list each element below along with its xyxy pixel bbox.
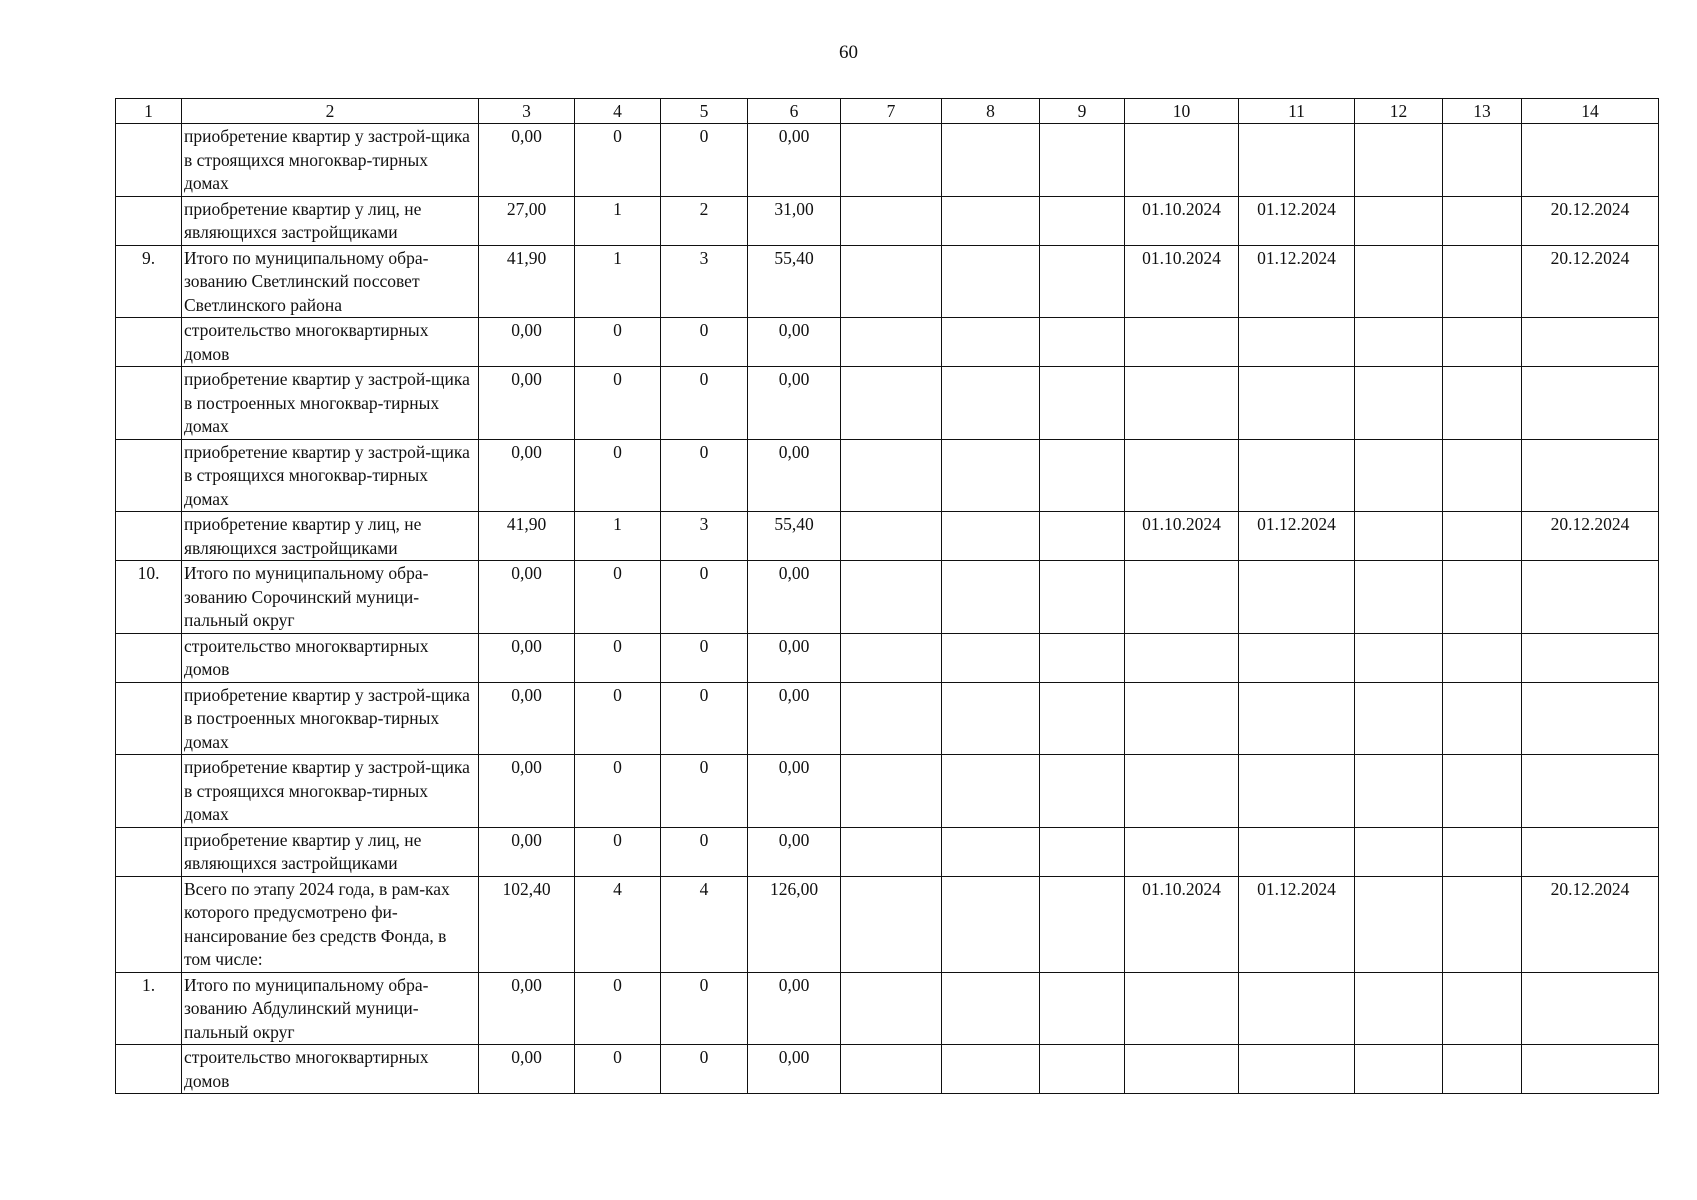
value-cell-11	[1239, 367, 1355, 440]
value-cell-11	[1239, 124, 1355, 197]
description-cell: Итого по муниципальному обра-зованию Светлинский поссовет Светлинского района	[182, 245, 479, 318]
value-cell-4: 1	[575, 245, 661, 318]
value-cell-5: 0	[661, 827, 748, 876]
value-cell-5: 0	[661, 561, 748, 634]
value-cell-12	[1355, 196, 1443, 245]
value-cell-10	[1125, 827, 1239, 876]
value-cell-12	[1355, 876, 1443, 972]
value-cell-4: 0	[575, 682, 661, 755]
value-cell-13	[1443, 245, 1522, 318]
table-row	[116, 245, 1659, 318]
value-cell-10: 01.10.2024	[1125, 876, 1239, 972]
value-cell-12	[1355, 439, 1443, 512]
value-cell-6: 0,00	[748, 827, 841, 876]
value-cell-12	[1355, 245, 1443, 318]
value-cell-12	[1355, 972, 1443, 1045]
value-cell-12	[1355, 633, 1443, 682]
value-cell-14	[1522, 124, 1659, 197]
value-cell-3: 102,40	[479, 876, 575, 972]
value-cell-10	[1125, 972, 1239, 1045]
value-cell-7	[841, 972, 942, 1045]
table-row	[116, 561, 1659, 634]
value-cell-11	[1239, 827, 1355, 876]
value-cell-12	[1355, 561, 1443, 634]
header-cell: 2	[182, 99, 479, 124]
value-cell-6: 0,00	[748, 633, 841, 682]
description-cell: Итого по муниципальному обра-зованию Сорочинский муници-пальный округ	[182, 561, 479, 634]
value-cell-4: 0	[575, 827, 661, 876]
value-cell-4: 4	[575, 876, 661, 972]
value-cell-4: 0	[575, 755, 661, 828]
value-cell-6: 126,00	[748, 876, 841, 972]
value-cell-6: 0,00	[748, 972, 841, 1045]
table-row	[116, 512, 1659, 561]
value-cell-3: 0,00	[479, 633, 575, 682]
value-cell-13	[1443, 439, 1522, 512]
value-cell-5: 0	[661, 439, 748, 512]
header-cell: 3	[479, 99, 575, 124]
value-cell-3: 27,00	[479, 196, 575, 245]
value-cell-14	[1522, 367, 1659, 440]
value-cell-6: 0,00	[748, 367, 841, 440]
value-cell-3: 41,90	[479, 245, 575, 318]
value-cell-12	[1355, 755, 1443, 828]
value-cell-11	[1239, 439, 1355, 512]
value-cell-6: 55,40	[748, 245, 841, 318]
value-cell-14	[1522, 827, 1659, 876]
row-number-cell	[116, 318, 182, 367]
table-row	[116, 318, 1659, 367]
value-cell-12	[1355, 367, 1443, 440]
value-cell-4: 0	[575, 439, 661, 512]
description-cell: приобретение квартир у застрой-щика в строящихся многоквар-тирных домах	[182, 124, 479, 197]
value-cell-13	[1443, 367, 1522, 440]
value-cell-11	[1239, 561, 1355, 634]
value-cell-11: 01.12.2024	[1239, 512, 1355, 561]
description-cell: Итого по муниципальному обра-зованию Абдулинский муници-пальный округ	[182, 972, 479, 1045]
value-cell-8	[942, 876, 1040, 972]
value-cell-3: 0,00	[479, 1045, 575, 1094]
value-cell-10	[1125, 682, 1239, 755]
value-cell-9	[1040, 196, 1125, 245]
value-cell-4: 0	[575, 124, 661, 197]
value-cell-8	[942, 972, 1040, 1045]
value-cell-8	[942, 755, 1040, 828]
value-cell-10: 01.10.2024	[1125, 196, 1239, 245]
value-cell-7	[841, 512, 942, 561]
value-cell-4: 0	[575, 367, 661, 440]
value-cell-12	[1355, 1045, 1443, 1094]
value-cell-8	[942, 124, 1040, 197]
value-cell-10	[1125, 367, 1239, 440]
value-cell-14	[1522, 972, 1659, 1045]
value-cell-11	[1239, 682, 1355, 755]
value-cell-6: 0,00	[748, 439, 841, 512]
value-cell-11: 01.12.2024	[1239, 876, 1355, 972]
value-cell-13	[1443, 633, 1522, 682]
header-cell: 10	[1125, 99, 1239, 124]
value-cell-9	[1040, 876, 1125, 972]
table-row	[116, 827, 1659, 876]
value-cell-8	[942, 827, 1040, 876]
value-cell-6: 0,00	[748, 682, 841, 755]
value-cell-14	[1522, 755, 1659, 828]
value-cell-14	[1522, 318, 1659, 367]
description-cell: Всего по этапу 2024 года, в рам-ках которого предусмотрено фи-нансирование без средств Фонда, в том числе:	[182, 876, 479, 972]
table-row	[116, 439, 1659, 512]
value-cell-12	[1355, 682, 1443, 755]
value-cell-13	[1443, 1045, 1522, 1094]
value-cell-9	[1040, 682, 1125, 755]
value-cell-7	[841, 196, 942, 245]
value-cell-7	[841, 682, 942, 755]
description-cell: строительство многоквартирных домов	[182, 1045, 479, 1094]
value-cell-5: 0	[661, 124, 748, 197]
value-cell-5: 0	[661, 367, 748, 440]
header-cell: 9	[1040, 99, 1125, 124]
value-cell-11	[1239, 318, 1355, 367]
value-cell-3: 0,00	[479, 972, 575, 1045]
value-cell-9	[1040, 972, 1125, 1045]
value-cell-8	[942, 1045, 1040, 1094]
table-row	[116, 972, 1659, 1045]
value-cell-9	[1040, 512, 1125, 561]
description-cell: приобретение квартир у застрой-щика в построенных многоквар-тирных домах	[182, 682, 479, 755]
value-cell-11: 01.12.2024	[1239, 196, 1355, 245]
value-cell-10	[1125, 1045, 1239, 1094]
value-cell-6: 55,40	[748, 512, 841, 561]
row-number-cell	[116, 367, 182, 440]
value-cell-8	[942, 439, 1040, 512]
value-cell-13	[1443, 124, 1522, 197]
value-cell-11	[1239, 972, 1355, 1045]
value-cell-6: 0,00	[748, 318, 841, 367]
value-cell-13	[1443, 972, 1522, 1045]
row-number-cell	[116, 633, 182, 682]
description-cell: приобретение квартир у лиц, не являющихся застройщиками	[182, 827, 479, 876]
value-cell-7	[841, 561, 942, 634]
header-cell: 5	[661, 99, 748, 124]
value-cell-14: 20.12.2024	[1522, 196, 1659, 245]
value-cell-7	[841, 827, 942, 876]
value-cell-7	[841, 439, 942, 512]
value-cell-8	[942, 196, 1040, 245]
value-cell-7	[841, 367, 942, 440]
page-number: 60	[839, 42, 858, 63]
value-cell-8	[942, 561, 1040, 634]
value-cell-3: 0,00	[479, 367, 575, 440]
description-cell: приобретение квартир у лиц, не являющихся застройщиками	[182, 196, 479, 245]
value-cell-6: 0,00	[748, 1045, 841, 1094]
value-cell-10	[1125, 633, 1239, 682]
row-number-cell	[116, 755, 182, 828]
value-cell-5: 0	[661, 318, 748, 367]
value-cell-13	[1443, 755, 1522, 828]
value-cell-9	[1040, 439, 1125, 512]
table-row	[116, 755, 1659, 828]
value-cell-14	[1522, 633, 1659, 682]
value-cell-13	[1443, 512, 1522, 561]
value-cell-6: 0,00	[748, 124, 841, 197]
value-cell-3: 0,00	[479, 827, 575, 876]
row-number-cell: 10.	[116, 561, 182, 634]
value-cell-13	[1443, 682, 1522, 755]
value-cell-5: 0	[661, 755, 748, 828]
description-cell: приобретение квартир у застрой-щика в строящихся многоквар-тирных домах	[182, 755, 479, 828]
description-cell: приобретение квартир у застрой-щика в построенных многоквар-тирных домах	[182, 367, 479, 440]
value-cell-6: 0,00	[748, 561, 841, 634]
value-cell-4: 0	[575, 1045, 661, 1094]
header-row	[116, 99, 1659, 124]
description-cell: приобретение квартир у застрой-щика в строящихся многоквар-тирных домах	[182, 439, 479, 512]
value-cell-5: 0	[661, 1045, 748, 1094]
value-cell-8	[942, 633, 1040, 682]
value-cell-10	[1125, 318, 1239, 367]
value-cell-4: 1	[575, 512, 661, 561]
value-cell-13	[1443, 561, 1522, 634]
table-row	[116, 633, 1659, 682]
value-cell-12	[1355, 512, 1443, 561]
value-cell-12	[1355, 124, 1443, 197]
value-cell-8	[942, 245, 1040, 318]
value-cell-10	[1125, 124, 1239, 197]
row-number-cell	[116, 876, 182, 972]
header-cell: 11	[1239, 99, 1355, 124]
value-cell-9	[1040, 1045, 1125, 1094]
row-number-cell	[116, 196, 182, 245]
value-cell-10	[1125, 439, 1239, 512]
header-cell: 14	[1522, 99, 1659, 124]
header-cell: 7	[841, 99, 942, 124]
table-row	[116, 124, 1659, 197]
description-cell: строительство многоквартирных домов	[182, 633, 479, 682]
value-cell-14: 20.12.2024	[1522, 245, 1659, 318]
row-number-cell	[116, 512, 182, 561]
value-cell-10	[1125, 755, 1239, 828]
value-cell-9	[1040, 367, 1125, 440]
value-cell-3: 0,00	[479, 124, 575, 197]
value-cell-3: 0,00	[479, 439, 575, 512]
value-cell-9	[1040, 633, 1125, 682]
value-cell-11	[1239, 633, 1355, 682]
value-cell-13	[1443, 876, 1522, 972]
value-cell-14: 20.12.2024	[1522, 512, 1659, 561]
table-row	[116, 196, 1659, 245]
value-cell-7	[841, 245, 942, 318]
value-cell-14: 20.12.2024	[1522, 876, 1659, 972]
value-cell-8	[942, 318, 1040, 367]
value-cell-3: 0,00	[479, 318, 575, 367]
value-cell-5: 2	[661, 196, 748, 245]
value-cell-8	[942, 367, 1040, 440]
table-row	[116, 682, 1659, 755]
value-cell-14	[1522, 1045, 1659, 1094]
value-cell-14	[1522, 439, 1659, 512]
header-cell: 6	[748, 99, 841, 124]
value-cell-7	[841, 633, 942, 682]
value-cell-4: 0	[575, 972, 661, 1045]
row-number-cell: 9.	[116, 245, 182, 318]
value-cell-3: 41,90	[479, 512, 575, 561]
value-cell-12	[1355, 318, 1443, 367]
value-cell-10: 01.10.2024	[1125, 512, 1239, 561]
value-cell-10: 01.10.2024	[1125, 245, 1239, 318]
table-row	[116, 1045, 1659, 1094]
value-cell-6: 0,00	[748, 755, 841, 828]
value-cell-3: 0,00	[479, 755, 575, 828]
value-cell-4: 0	[575, 633, 661, 682]
value-cell-5: 4	[661, 876, 748, 972]
value-cell-5: 3	[661, 512, 748, 561]
value-cell-6: 31,00	[748, 196, 841, 245]
value-cell-8	[942, 682, 1040, 755]
value-cell-3: 0,00	[479, 561, 575, 634]
value-cell-9	[1040, 755, 1125, 828]
header-cell: 12	[1355, 99, 1443, 124]
value-cell-4: 0	[575, 318, 661, 367]
value-cell-9	[1040, 124, 1125, 197]
header-cell: 13	[1443, 99, 1522, 124]
row-number-cell	[116, 439, 182, 512]
data-table	[115, 98, 1659, 1094]
value-cell-9	[1040, 245, 1125, 318]
value-cell-9	[1040, 561, 1125, 634]
value-cell-11	[1239, 1045, 1355, 1094]
value-cell-7	[841, 318, 942, 367]
value-cell-14	[1522, 561, 1659, 634]
value-cell-7	[841, 755, 942, 828]
value-cell-3: 0,00	[479, 682, 575, 755]
value-cell-13	[1443, 318, 1522, 367]
value-cell-12	[1355, 827, 1443, 876]
header-cell: 4	[575, 99, 661, 124]
value-cell-14	[1522, 682, 1659, 755]
value-cell-10	[1125, 561, 1239, 634]
value-cell-9	[1040, 827, 1125, 876]
value-cell-11	[1239, 755, 1355, 828]
description-cell: строительство многоквартирных домов	[182, 318, 479, 367]
row-number-cell	[116, 1045, 182, 1094]
value-cell-7	[841, 124, 942, 197]
value-cell-13	[1443, 827, 1522, 876]
value-cell-5: 0	[661, 682, 748, 755]
value-cell-4: 0	[575, 561, 661, 634]
table-row	[116, 876, 1659, 972]
row-number-cell	[116, 682, 182, 755]
value-cell-5: 0	[661, 633, 748, 682]
row-number-cell	[116, 124, 182, 197]
row-number-cell	[116, 827, 182, 876]
value-cell-7	[841, 1045, 942, 1094]
row-number-cell: 1.	[116, 972, 182, 1045]
value-cell-5: 3	[661, 245, 748, 318]
value-cell-8	[942, 512, 1040, 561]
value-cell-4: 1	[575, 196, 661, 245]
description-cell: приобретение квартир у лиц, не являющихся застройщиками	[182, 512, 479, 561]
value-cell-11: 01.12.2024	[1239, 245, 1355, 318]
header-cell: 1	[116, 99, 182, 124]
table-row	[116, 367, 1659, 440]
value-cell-5: 0	[661, 972, 748, 1045]
value-cell-9	[1040, 318, 1125, 367]
value-cell-13	[1443, 196, 1522, 245]
header-cell: 8	[942, 99, 1040, 124]
value-cell-7	[841, 876, 942, 972]
